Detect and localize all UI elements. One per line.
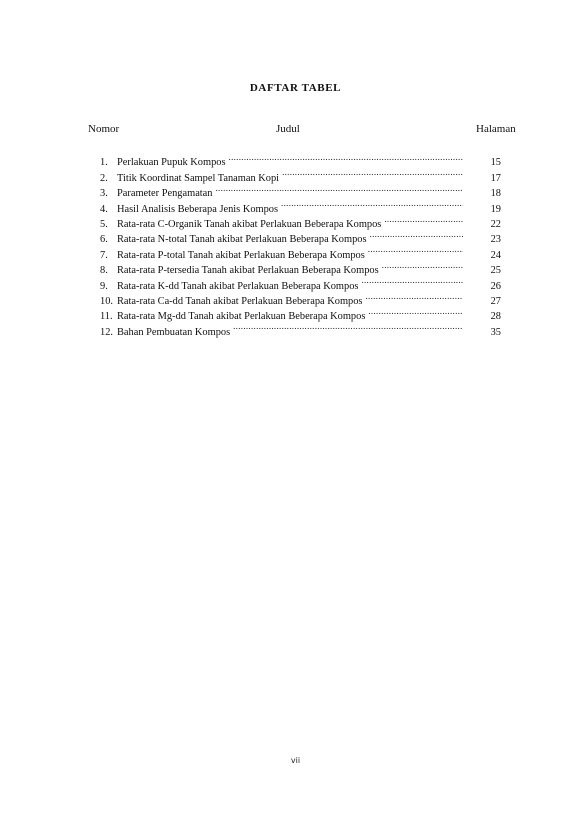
dot-leader	[368, 304, 463, 319]
toc-entry-title: Rata-rata P-tersedia Tanah akibat Perlakuan Beberapa Kompos	[117, 265, 379, 277]
toc-entry-number: 10.	[100, 295, 113, 307]
toc-entry-title: Perlakuan Pupuk Kompos	[117, 157, 226, 169]
page-title: DAFTAR TABEL	[249, 82, 342, 94]
toc-entry-title: Bahan Pembuatan Kompos	[117, 326, 231, 338]
toc-entry-page: 19	[490, 203, 501, 215]
toc-entry-number: 1.	[100, 157, 108, 169]
dot-leader	[368, 242, 463, 257]
toc-entry-title: Titik Koordinat Sampel Tanaman Kopi	[117, 172, 280, 184]
dot-leader	[384, 212, 463, 227]
toc-entry-page: 28	[490, 311, 501, 323]
toc-entry-page: 35	[490, 326, 501, 338]
toc-entry-page: 18	[490, 188, 501, 200]
dot-leader	[216, 181, 464, 196]
toc-entry-title: Rata-rata Ca-dd Tanah akibat Perlakuan Beberapa Kompos	[117, 295, 363, 307]
dot-leader	[233, 319, 463, 334]
toc-entry-number: 3.	[100, 188, 108, 200]
toc-entry-title: Rata-rata K-dd Tanah akibat Perlakuan Beberapa Kompos	[117, 280, 359, 292]
dot-leader	[281, 196, 463, 211]
toc-entry-title: Rata-rata N-total Tanah akibat Perlakuan Beberapa Kompos	[117, 234, 367, 246]
table-of-tables	[100, 150, 502, 338]
toc-entry[interactable]	[100, 150, 502, 169]
toc-entry-page: 23	[490, 234, 501, 246]
toc-entry-title: Parameter Pengamatan	[117, 188, 213, 200]
dot-leader	[370, 227, 463, 242]
toc-entry-number: 12.	[100, 326, 113, 338]
toc-entry-page: 27	[490, 295, 501, 307]
toc-entry-number: 4.	[100, 203, 108, 215]
column-header-halaman: Halaman	[476, 123, 516, 135]
toc-entry-number: 6.	[100, 234, 108, 246]
toc-entry-page: 15	[490, 157, 501, 169]
dot-leader	[382, 258, 463, 273]
column-header-nomor: Nomor	[88, 123, 120, 135]
toc-entry-page: 17	[490, 172, 501, 184]
toc-entry-number: 5.	[100, 218, 108, 230]
page-number-footer: vii	[290, 756, 301, 765]
toc-entry-title: Rata-rata C-Organik Tanah akibat Perlakuan Beberapa Kompos	[117, 218, 382, 230]
toc-entry-number: 8.	[100, 265, 108, 277]
toc-entry-title: Rata-rata P-total Tanah akibat Perlakuan Beberapa Kompos	[117, 249, 365, 261]
column-header-judul: Judul	[276, 123, 300, 135]
toc-entry-number: 7.	[100, 249, 108, 261]
toc-entry-page: 22	[490, 218, 501, 230]
toc-entry-number: 9.	[100, 280, 108, 292]
toc-entry-number: 2.	[100, 172, 108, 184]
toc-entry-title: Hasil Analisis Beberapa Jenis Kompos	[117, 203, 279, 215]
toc-entry-page: 25	[490, 265, 501, 277]
dot-leader	[282, 165, 463, 180]
toc-entry-number: 11.	[100, 311, 113, 323]
dot-leader	[365, 289, 463, 304]
toc-entry-page: 24	[490, 249, 501, 261]
dot-leader	[229, 150, 463, 165]
dot-leader	[361, 273, 463, 288]
toc-entry-page: 26	[490, 280, 501, 292]
toc-entry-title: Rata-rata Mg-dd Tanah akibat Perlakuan Beberapa Kompos	[117, 311, 366, 323]
